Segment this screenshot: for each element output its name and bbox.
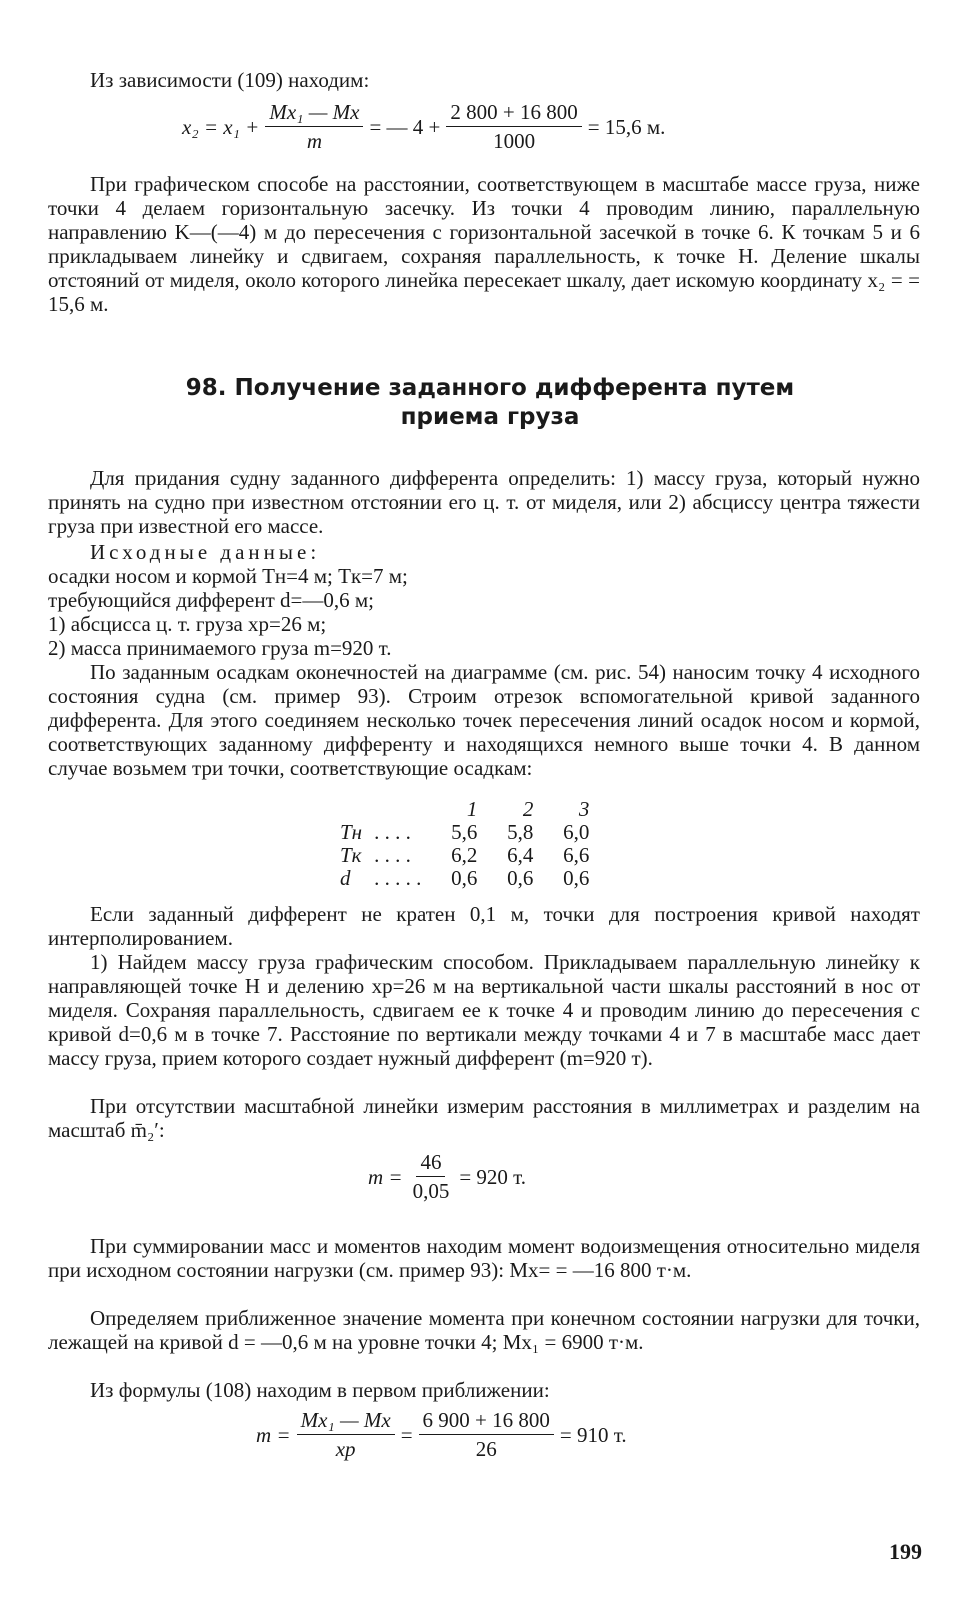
cell: 6,2 — [451, 843, 478, 867]
eq1-num2: 2 800 + 16 800 — [446, 100, 581, 127]
paragraph-6: При суммировании масс и моментов находим момент водоизмещения относительно миделя при исходном состоянии нагрузки (см. пример 93): Mx= = —16 800 т·м. — [48, 1234, 920, 1282]
row-label: Tн — [340, 820, 363, 844]
eq2-num: 46 — [416, 1150, 445, 1177]
table-row — [334, 844, 595, 867]
eq3-mid: = — [400, 1422, 413, 1447]
row-label: d — [340, 866, 351, 890]
eq3-num1: Mx₁ — Mx — [297, 1408, 395, 1435]
eq1-mid: = — 4 + — [369, 114, 441, 139]
eq3-lhs: m = — [256, 1422, 291, 1447]
section-heading — [0, 374, 980, 432]
eq2-lhs: m = — [368, 1164, 403, 1189]
cell: 0,6 — [451, 866, 478, 890]
row-leader: . . . . — [374, 843, 411, 867]
eq3-den1: xp — [335, 1437, 356, 1461]
cell: 5,6 — [451, 820, 478, 844]
eq3-fraction-2 — [419, 1408, 554, 1461]
eq3-den2: 26 — [475, 1437, 497, 1461]
draft-table — [334, 798, 595, 890]
header-col-1: 1 — [466, 797, 478, 821]
eq3-fraction-1 — [297, 1408, 395, 1461]
cell: 0,6 — [507, 866, 534, 890]
eq1-fraction-1 — [265, 100, 363, 153]
eq1-fraction-2 — [446, 100, 581, 153]
row-leader: . . . . — [374, 820, 411, 844]
table-row — [334, 867, 595, 890]
eq1-num1: Mx₁ — Mx — [265, 100, 363, 127]
paragraph-5: При отсутствии масштабной линейки измерим расстояния в миллиметрах и разделим на масштаб m̄₂′: — [48, 1094, 920, 1142]
row-leader: . . . . . — [374, 866, 422, 890]
paragraph-4: 1) Найдем массу груза графическим способом. Прикладываем параллельную линейку к направляющей точке H и делению xр=26 м на вертикальной части шкалы расстояний в нос от миделя. Сохраняя параллельность, сдвигаем ее к точке 4 и проводим линию до пересечения с кривой d=0,6 м в точке 7. Расстояние по вертикали между точками 4 и 7 в масштабе масс дает массу груза, прием которого создает нужный дифферент (m=920 т). — [48, 950, 920, 1070]
given-item-1: осадки носом и кормой Tн=4 м; Tк=7 м; — [48, 564, 408, 588]
paragraph-8: Из формулы (108) находим в первом приближении: — [90, 1378, 550, 1402]
cell: 5,8 — [507, 820, 534, 844]
given-data-block — [48, 540, 920, 660]
eq2-rhs: = 920 т. — [459, 1164, 527, 1189]
row-label: Tк — [340, 843, 362, 867]
paragraph-1: Для придания судну заданного дифферента определить: 1) массу груза, который нужно принять на судно при известном отстоянии его ц. т. от миделя, или 2) абсциссу центра тяжести груза при известной его массе. — [48, 466, 920, 538]
section-title-line1: 98. Получение заданного дифферента путем — [185, 375, 795, 401]
header-col-2: 2 — [522, 797, 534, 821]
eq1-lhs: x₂ = x₁ + — [182, 114, 260, 139]
page-number: 199 — [889, 1539, 922, 1564]
equation-mass — [368, 1150, 526, 1203]
section-title-line2: приема груза — [400, 404, 580, 430]
cell: 6,6 — [563, 843, 590, 867]
draft-table-header — [334, 798, 595, 821]
cell: 0,6 — [563, 866, 590, 890]
eq1-rhs: = 15,6 м. — [587, 114, 666, 139]
given-item-3: 1) абсцисса ц. т. груза xр=26 м; — [48, 612, 327, 636]
equation-first-approx — [256, 1408, 627, 1461]
equation-x2 — [182, 100, 665, 153]
eq3-rhs: = 910 т. — [559, 1422, 627, 1447]
eq3-num2: 6 900 + 16 800 — [419, 1408, 554, 1435]
graphic-method-paragraph: При графическом способе на расстоянии, соответствующем в масштабе массе груза, ниже точки 4 делаем горизонтальную засечку. Из точки 4 проводим линию, параллельную направлению K—(—4) м до пересечения с горизонтальной засечкой в точке 6. К точкам 5 и 6 прикладываем линейку и сдвигаем, сохраняя параллельность, к точке H. Деление шкалы отстояний от миделя, около которого линейка пересекает шкалу, дает искомую координату x₂ = = 15,6 м. — [48, 172, 920, 316]
eq1-den1: m — [306, 129, 322, 153]
paragraph-7: Определяем приближенное значение момента при конечном состоянии нагрузки для точки, лежащей на кривой d = —0,6 м на уровне точки 4; Mx₁ = 6900 т·м. — [48, 1306, 920, 1354]
table-row — [334, 821, 595, 844]
given-item-2: требующийся дифферент d=—0,6 м; — [48, 588, 374, 612]
eq1-den2: 1000 — [493, 129, 536, 153]
paragraph-2: По заданным осадкам оконечностей на диаграмме (см. рис. 54) наносим точку 4 исходного состояния судна (см. пример 93). Строим отрезок вспомогательной кривой заданного дифферента. Для этого соединяем несколько точек пересечения линий осадок носом и кормой, соответствующих заданному дифференту и находящихся немного выше точки 4. В данном случае возьмем три точки, соответствующие осадкам: — [48, 660, 920, 780]
intro-line: Из зависимости (109) находим: — [90, 68, 370, 92]
paragraph-3: Если заданный дифферент не кратен 0,1 м, точки для построения кривой находят интерполированием. — [48, 902, 920, 950]
eq2-fraction — [409, 1150, 454, 1203]
cell: 6,4 — [507, 843, 534, 867]
eq2-den: 0,05 — [412, 1179, 450, 1203]
given-item-4: 2) масса принимаемого груза m=920 т. — [48, 636, 392, 660]
cell: 6,0 — [563, 820, 590, 844]
header-col-3: 3 — [578, 797, 590, 821]
given-label: Исходные данные: — [90, 540, 321, 564]
